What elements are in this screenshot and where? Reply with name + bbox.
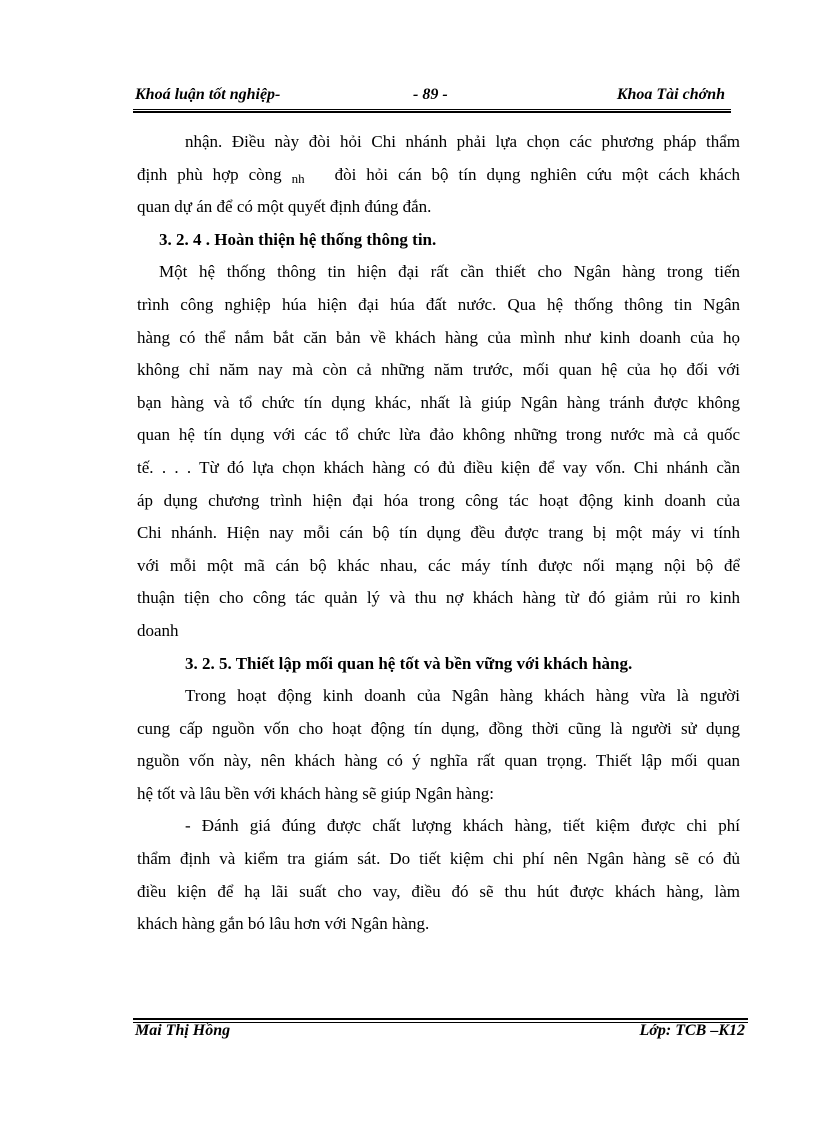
paragraph-line: - Đánh giá đúng được chất lượng khách hàng, tiết kiệm được chi phí [185,816,740,836]
paragraph-line: Trong hoạt động kinh doanh của Ngân hàng khách hàng vừa là người [185,686,740,706]
paragraph-line: nhận. Điều này đòi hỏi Chi nhánh phải lựa chọn các phương pháp thẩm [185,132,740,151]
paragraph-line: thẩm định và kiểm tra giám sát. Do tiết kiệm chi phí nên Ngân hàng sẽ có đủ [137,849,740,869]
paragraph-line: Chi nhánh. Hiện nay mỗi cán bộ tín dụng đều được trang bị một máy vi tính [137,523,740,543]
paragraph-line: bạn hàng và tổ chức tín dụng khác, nhất là giúp Ngân hàng tránh được không [137,392,740,412]
section-heading-3-2-4: 3. 2. 4 . Hoàn thiện hệ thống thông tin. [159,229,437,249]
paragraph-line: áp dụng chương trình hiện đại hóa trong công tác hoạt động kinh doanh của [137,490,740,510]
paragraph-line: nguồn vốn này, nên khách hàng có ý nghĩa rất quan trọng. Thiết lập mối quan [137,751,740,771]
page-body [137,126,740,941]
header-rule [133,109,731,113]
paragraph-line: hệ tốt và lâu bền với khách hàng sẽ giúp Ngân hàng: [137,783,494,803]
paragraph-line-prefix: định phù hợp còng [137,164,282,184]
footer-class: Lớp: TCB –K12 [639,1022,745,1039]
paragraph-line: hàng có thể nắm bắt căn bản về khách hàng của mình như kinh doanh của họ [137,327,740,347]
paragraph-line: tế. . . . Từ đó lựa chọn khách hàng có đủ điều kiện để vay vốn. Chi nhánh cần [137,457,740,477]
paragraph-line: quan hệ tín dụng với các tổ chức lừa đảo không những trong nước mà cả quốc [137,425,740,445]
paragraph-line: với mỗi một mã cán bộ khác nhau, các máy tính được nối mạng nội bộ để [137,555,740,575]
paragraph-line: doanh [137,620,179,640]
footer-author: Mai Thị Hồng [135,1022,231,1039]
paragraph-line: trình công nghiệp húa hiện đại húa đất nước. Qua hệ thống thông tin Ngân [137,294,740,314]
paragraph-line: không chỉ năm nay mà còn cả những năm trước, mối quan hệ của họ đối với [137,360,740,380]
page-footer [133,1022,748,1046]
header-faculty: Khoa Tài chớnh [616,86,725,103]
paragraph-line [137,159,740,192]
header-page-number: - 89 - [413,86,448,103]
section-heading-3-2-5: 3. 2. 5. Thiết lập mối quan hệ tốt và bền vững với khách hàng. [185,653,633,673]
paragraph-line: khách hàng gắn bó lâu hơn với Ngân hàng. [137,914,430,934]
paragraph-line: thuận tiện cho công tác quản lý và thu nợ khách hàng từ đó giảm rủi ro kinh [137,588,740,608]
paragraph-line-rest: đòi hỏi cán bộ tín dụng nghiên cứu một cách khách [334,164,740,184]
paragraph-line: quan dự án để có một quyết định đúng đắn. [137,197,432,217]
paragraph-line: điều kiện để hạ lãi suất cho vay, điều đó sẽ thu hút được khách hàng, làm [137,881,740,901]
paragraph-line: Một hệ thống thông tin hiện đại rất cần thiết cho Ngân hàng trong tiến [159,262,740,282]
header-thesis-title: Khoá luận tốt nghiệp- [135,86,281,103]
paragraph-line-subscript: nh [291,170,305,186]
paragraph-line: cung cấp nguồn vốn cho hoạt động tín dụng, đồng thời cũng là người sử dụng [137,718,740,738]
